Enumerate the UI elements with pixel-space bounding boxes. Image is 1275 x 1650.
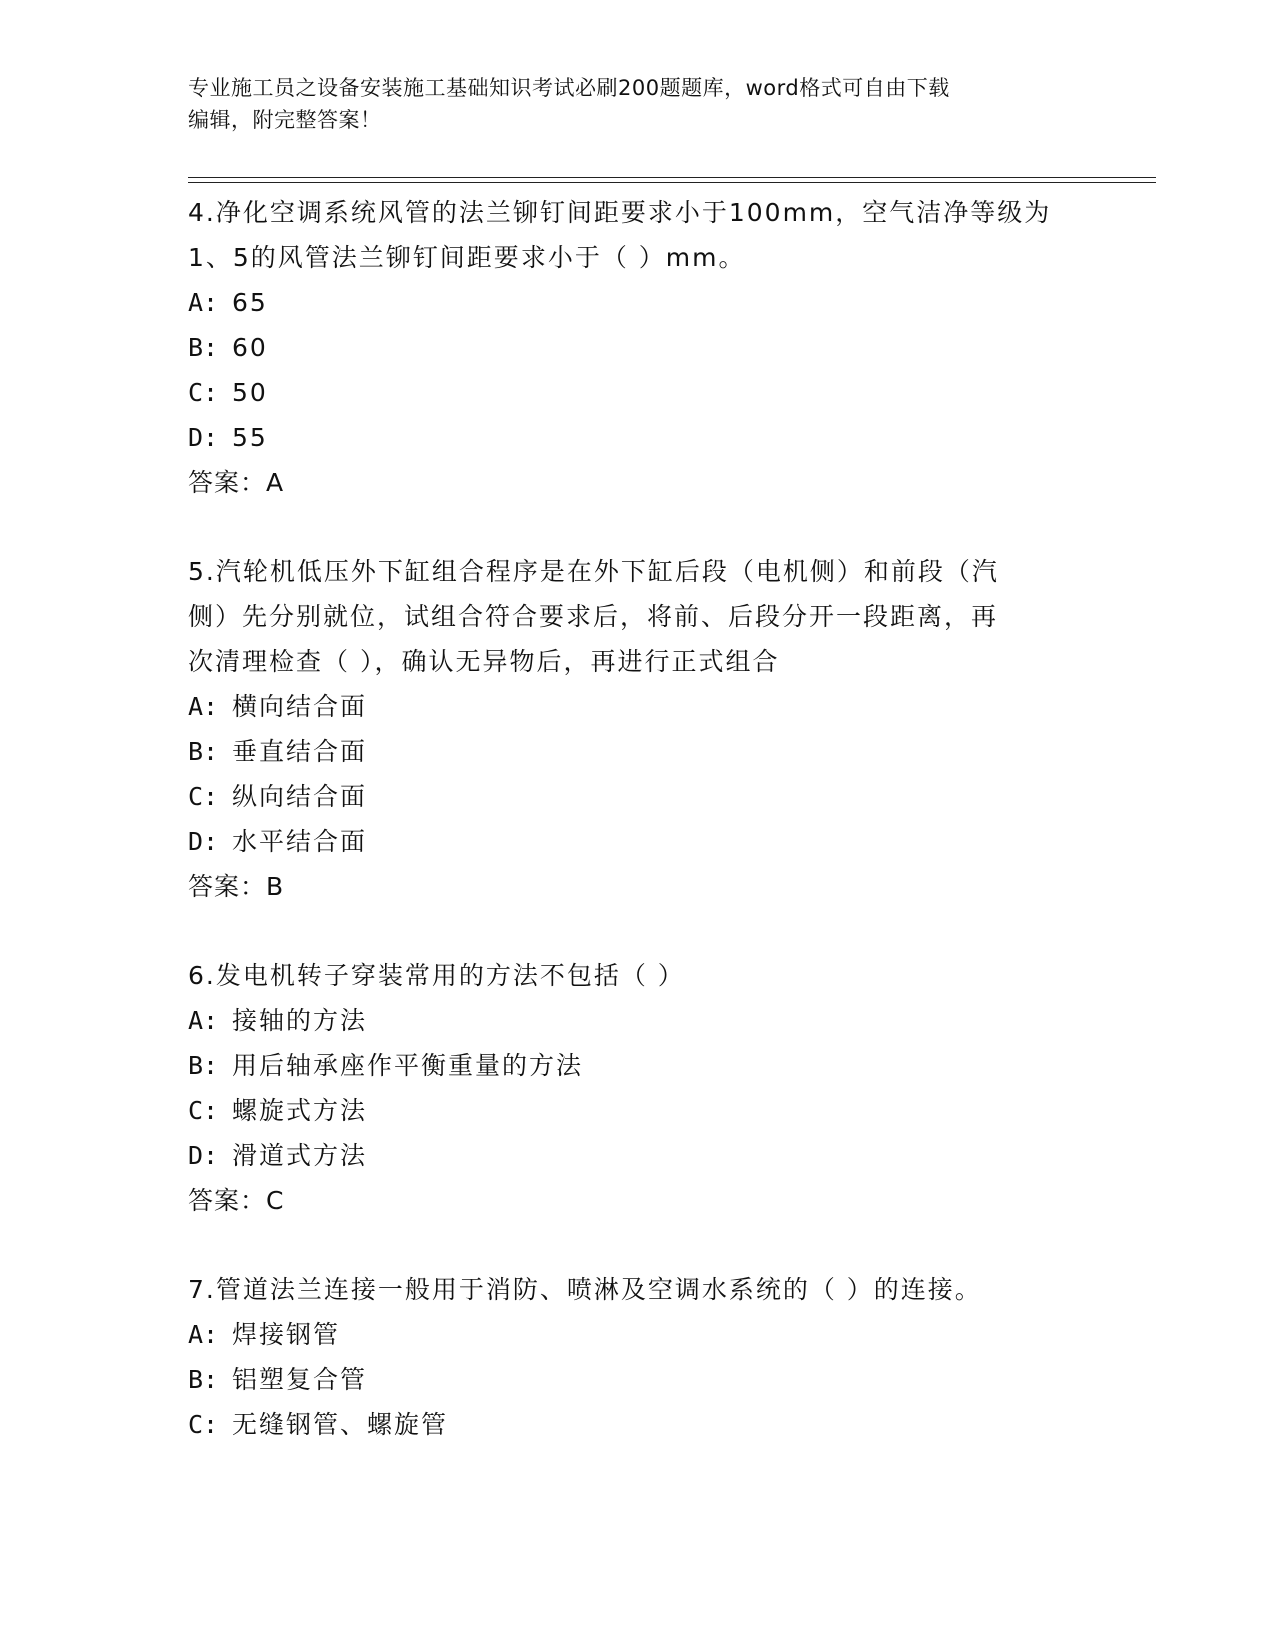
option-b xyxy=(188,1357,1088,1402)
question-text xyxy=(188,953,1088,998)
option-letter: A: xyxy=(188,692,219,721)
header-divider-top xyxy=(188,177,1156,178)
option-text: 铝塑复合管 xyxy=(232,1365,368,1394)
option-letter: C: xyxy=(188,782,219,811)
question-line: 4.净化空调系统风管的法兰铆钉间距要求小于100mm，空气洁净等级为 xyxy=(188,198,1052,227)
answer-line: 答案：C xyxy=(188,1186,285,1215)
option-text: 焊接钢管 xyxy=(232,1320,341,1349)
option-letter: A: xyxy=(188,1320,219,1349)
option-c xyxy=(188,370,1088,415)
option-a xyxy=(188,684,1088,729)
option-text: 65 xyxy=(232,288,268,317)
question-4 xyxy=(188,190,1088,505)
option-letter: A: xyxy=(188,288,219,317)
question-line: 次清理检查（ ），确认无异物后，再进行正式组合 xyxy=(188,647,780,676)
option-a xyxy=(188,280,1088,325)
question-5 xyxy=(188,549,1088,909)
option-text: 滑道式方法 xyxy=(232,1141,368,1170)
option-text: 纵向结合面 xyxy=(232,782,368,811)
option-b xyxy=(188,325,1088,370)
question-text xyxy=(188,190,1088,280)
question-line: 侧）先分别就位，试组合符合要求后，将前、后段分开一段距离，再 xyxy=(188,602,999,631)
answer-line: 答案：A xyxy=(188,468,285,497)
option-a xyxy=(188,1312,1088,1357)
option-text: 用后轴承座作平衡重量的方法 xyxy=(232,1051,584,1080)
option-text: 接轴的方法 xyxy=(232,1006,368,1035)
option-letter: C: xyxy=(188,378,219,407)
option-text: 50 xyxy=(232,378,268,407)
header-divider-bottom xyxy=(188,182,1156,183)
question-line: 6.发电机转子穿装常用的方法不包括（ ） xyxy=(188,961,685,990)
option-text: 55 xyxy=(232,423,268,452)
option-c xyxy=(188,774,1088,819)
answer-line: 答案：B xyxy=(188,872,285,901)
option-b xyxy=(188,729,1088,774)
option-text: 60 xyxy=(232,333,268,362)
header-line-2: 编辑，附完整答案！ xyxy=(188,108,382,132)
option-text: 垂直结合面 xyxy=(232,737,368,766)
option-letter: C: xyxy=(188,1410,219,1439)
option-text: 横向结合面 xyxy=(232,692,368,721)
question-6 xyxy=(188,953,1088,1223)
option-letter: D: xyxy=(188,1141,219,1170)
option-a xyxy=(188,998,1088,1043)
option-b xyxy=(188,1043,1088,1088)
option-d xyxy=(188,415,1088,460)
option-letter: A: xyxy=(188,1006,219,1035)
option-d xyxy=(188,819,1088,864)
option-text: 水平结合面 xyxy=(232,827,368,856)
option-text: 无缝钢管、螺旋管 xyxy=(232,1410,449,1439)
question-text xyxy=(188,1267,1088,1312)
option-letter: D: xyxy=(188,423,219,452)
question-text xyxy=(188,549,1088,684)
question-list xyxy=(188,190,1088,1491)
option-c xyxy=(188,1088,1088,1133)
option-letter: C: xyxy=(188,1096,219,1125)
option-letter: D: xyxy=(188,827,219,856)
option-letter: B: xyxy=(188,333,219,362)
question-line: 1、5的风管法兰铆钉间距要求小于（ ）mm。 xyxy=(188,243,746,272)
option-d xyxy=(188,1133,1088,1178)
document-header xyxy=(188,72,1088,136)
option-letter: B: xyxy=(188,737,219,766)
option-letter: B: xyxy=(188,1365,219,1394)
header-line-1: 专业施工员之设备安装施工基础知识考试必刷200题题库，word格式可自由下载 xyxy=(188,76,950,100)
option-c xyxy=(188,1402,1088,1447)
option-letter: B: xyxy=(188,1051,219,1080)
question-line: 5.汽轮机低压外下缸组合程序是在外下缸后段（电机侧）和前段（汽 xyxy=(188,557,999,586)
option-text: 螺旋式方法 xyxy=(232,1096,368,1125)
question-line: 7.管道法兰连接一般用于消防、喷淋及空调水系统的（ ）的连接。 xyxy=(188,1275,982,1304)
question-7 xyxy=(188,1267,1088,1447)
